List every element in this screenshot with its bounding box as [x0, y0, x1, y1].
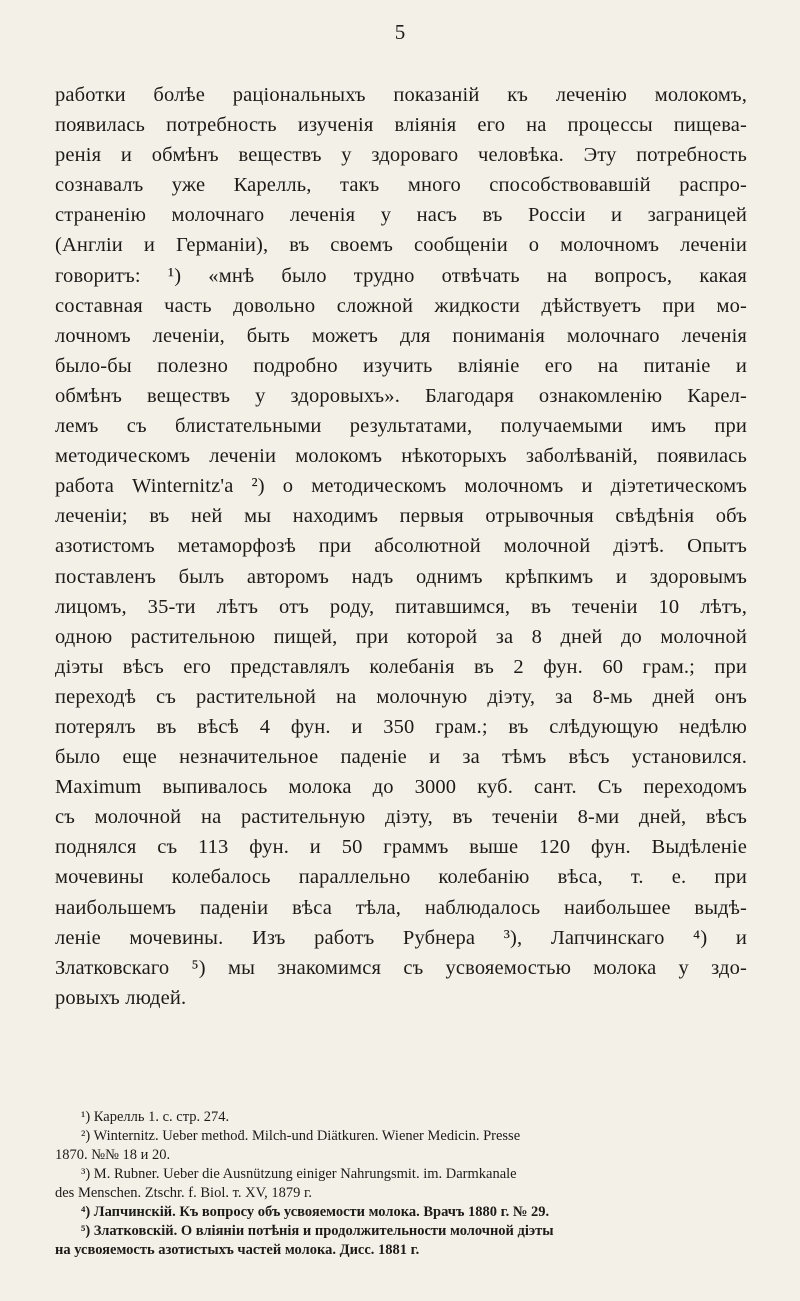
body-line: Maximum выпивалось молока до 3000 куб. сант. Съ переходомъ [55, 776, 747, 799]
body-line: было-бы полезно подробно изучить вліяніе его на питаніе и [55, 354, 747, 377]
body-line: поставленъ былъ авторомъ надъ однимъ крѣпкимъ и здоровымъ [55, 565, 747, 588]
body-text [55, 80, 747, 1013]
footnote-continuation: des Menschen. Ztschr. f. Biol. т. XV, 1879 г. [55, 1185, 312, 1201]
footnote: ³) M. Rubner. Ueber die Ausnützung einiger Nahrungsmit. im. Darmkanale [81, 1166, 517, 1182]
body-line: мочевины колебалось параллельно колебанію вѣса, т. е. при [55, 866, 747, 889]
body-line: діэты вѣсъ его представлялъ колебанія въ 2 фун. 60 грам.; при [55, 655, 747, 678]
body-line: (Англіи и Германіи), въ своемъ сообщеніи о молочномъ леченіи [55, 234, 747, 257]
body-line: леніе мочевины. Изъ работъ Рубнера ³), Лапчинскаго ⁴) и [55, 926, 747, 949]
page-number: 5 [394, 20, 406, 44]
body-line: наибольшемъ паденіи вѣса тѣла, наблюдалось наибольшее выдѣ- [55, 896, 747, 919]
body-line: съ молочной на растительную діэту, въ теченіи 8-ми дней, вѣсъ [55, 806, 747, 829]
body-line: появилась потребность изученія вліянія его на процессы пищева- [55, 114, 747, 137]
body-line: работки болѣе раціональныхъ показаній къ леченію молокомъ, [55, 84, 747, 106]
body-line: Златковскаго ⁵) мы знакомимся съ усвояемостью молока у здо- [55, 956, 747, 979]
footnote: ⁴) Лапчинскій. Къ вопросу объ усвояемости молока. Врачъ 1880 г. № 29. [81, 1204, 550, 1220]
body-line: составная часть довольно сложной жидкости дѣйствуетъ при мо- [55, 294, 747, 317]
body-line: лемъ съ блистательными результатами, получаемыми имъ при [55, 415, 747, 438]
body-line: потерялъ въ вѣсѣ 4 фун. и 350 грам.; въ слѣдующую недѣлю [55, 715, 747, 738]
body-line: леченіи; въ ней мы находимъ первыя отрывочныя свѣдѣнія объ [55, 505, 747, 528]
body-line: страненію молочнаго леченія у насъ въ Россіи и заграницей [55, 204, 747, 227]
body-line: ренія и обмѣнъ веществъ у здороваго человѣка. Эту потребность [55, 144, 747, 167]
footnotes [55, 1108, 747, 1260]
body-line: лочномъ леченіи, быть можетъ для пониманія молочнаго леченія [55, 324, 747, 347]
body-line: говоритъ: ¹) «мнѣ было трудно отвѣчать на вопросъ, какая [55, 264, 747, 287]
body-line: обмѣнъ веществъ у здоровыхъ». Благодаря ознакомленію Карел- [55, 384, 747, 407]
footnote: ²) Winternitz. Ueber methoḋ. Milch-und Diätkuren. Wiener Medicin. Presse [81, 1128, 521, 1144]
body-line: одною растительною пищей, при которой за 8 дней до молочной [55, 625, 747, 648]
body-line: ровыхъ людей. [55, 986, 187, 1009]
body-line: работа Winternitz'а ²) о методическомъ молочномъ и діэтетическомъ [55, 475, 747, 498]
body-line: азотистомъ метаморфозѣ при абсолютной молочной діэтѣ. Опытъ [55, 535, 747, 558]
body-line: поднялся съ 113 фун. и 50 граммъ выше 120 фун. Выдѣленіе [55, 836, 747, 859]
footnote: ¹) Карелль 1. с. стр. 274. [81, 1109, 230, 1125]
body-line: методическомъ леченіи молокомъ нѣкоторыхъ заболѣваній, появилась [55, 445, 747, 468]
body-line: лицомъ, 35-ти лѣтъ отъ роду, питавшимся, въ теченіи 10 лѣтъ, [55, 595, 747, 618]
footnote: ⁵) Златковскій. О вліяніи потѣнія и продолжительности молочной діэты [81, 1223, 554, 1239]
footnote-continuation: на усвояемость азотистыхъ частей молока. Дисс. 1881 г. [55, 1242, 420, 1258]
body-line: было еще незначительное паденіе и за тѣмъ вѣсъ установился. [55, 746, 747, 769]
body-line: сознавалъ уже Карелль, такъ много способствовавшій распро- [55, 174, 747, 197]
body-line: переходѣ съ растительной на молочную діэту, за 8-мь дней онъ [55, 685, 747, 708]
footnote-continuation: 1870. №№ 18 и 20. [55, 1147, 171, 1163]
